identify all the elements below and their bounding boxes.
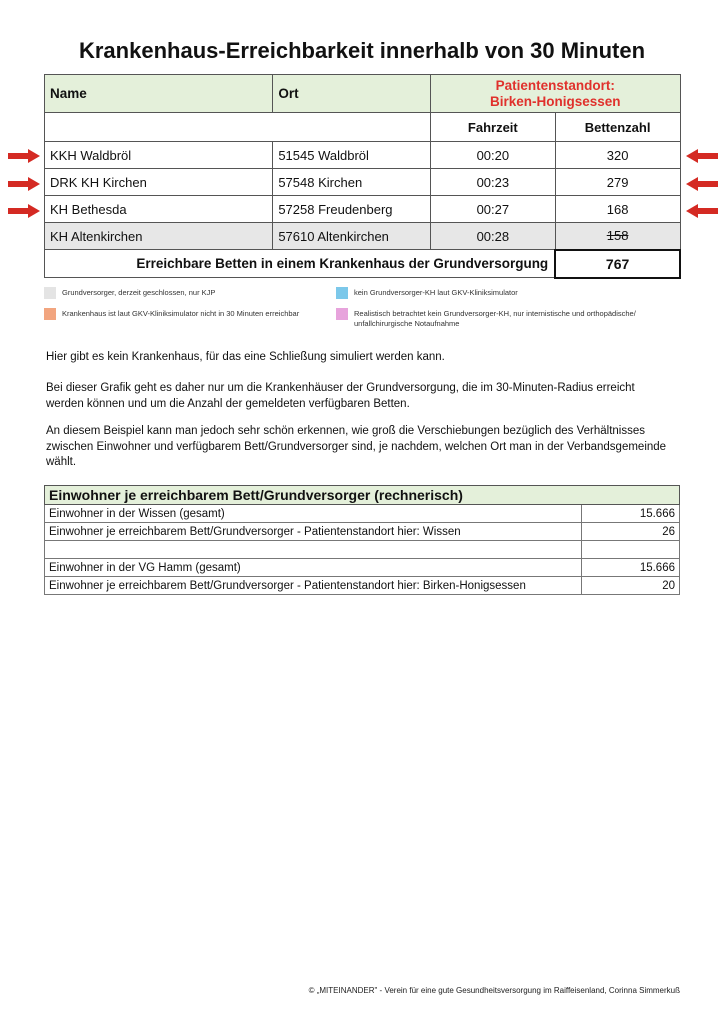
table-row — [45, 541, 680, 559]
hospital-table — [44, 74, 681, 279]
column-header-fahrzeit: Fahrzeit — [430, 113, 555, 142]
hospital-location: 57548 Kirchen — [273, 169, 431, 196]
hospital-name: KH Bethesda — [45, 196, 273, 223]
column-header-ort: Ort — [273, 75, 431, 113]
legend-swatch-orange — [44, 308, 56, 320]
table-header-row — [45, 75, 681, 113]
ratio-value: 15.666 — [582, 505, 680, 523]
bed-count-struck — [555, 223, 680, 250]
travel-time: 00:20 — [430, 142, 555, 169]
legend-text-pink-line1: Realistisch betrachtet kein Grundversorger-KH, nur internistische und orthopädische/ — [354, 309, 636, 318]
ratio-table-title: Einwohner je erreichbarem Bett/Grundversorger (rechnerisch) — [45, 486, 680, 505]
arrow-right-icon — [8, 177, 40, 191]
table-row — [45, 142, 681, 169]
legend-swatch-blue — [336, 287, 348, 299]
sum-value: 767 — [555, 250, 680, 278]
legend-swatch-grey — [44, 287, 56, 299]
paragraph-2: Bei dieser Grafik geht es daher nur um die Krankenhäuser der Grundversorgung, die im 30-Minuten-Radius erreicht werden können und um die Anzahl der gemeldeten verfügbaren Betten. — [46, 382, 635, 410]
ratio-value: 15.666 — [582, 559, 680, 577]
legend-text-grey: Grundversorger, derzeit geschlossen, nur KJP — [62, 288, 216, 297]
table-subheader-row — [45, 113, 681, 142]
patient-location-value: Birken-Honigsessen — [489, 93, 621, 109]
arrow-left-icon — [686, 177, 718, 191]
ratio-label — [45, 541, 582, 559]
struck-bed-count: 158 — [606, 228, 629, 244]
ratio-value: 20 — [582, 577, 680, 595]
travel-time: 00:27 — [430, 196, 555, 223]
ratio-table — [44, 485, 680, 595]
hospital-name: KKH Waldbröl — [45, 142, 273, 169]
patient-location-label: Patientenstandort: — [495, 77, 615, 93]
arrow-left-icon — [686, 149, 718, 163]
column-header-bettenzahl: Bettenzahl — [555, 113, 680, 142]
ratio-value — [582, 541, 680, 559]
column-header-name: Name — [45, 75, 273, 113]
column-header-patient-location — [430, 75, 680, 113]
travel-time: 00:28 — [430, 223, 555, 250]
hospital-location: 57258 Freudenberg — [273, 196, 431, 223]
page-title: Krankenhaus-Erreichbarkeit innerhalb von 30 Minuten — [78, 38, 646, 63]
legend-text-blue: kein Grundversorger-KH laut GKV-Kliniksimulator — [354, 288, 518, 297]
hospital-name: KH Altenkirchen — [45, 223, 273, 250]
subheader-empty — [45, 113, 431, 142]
paragraph-1: Hier gibt es kein Krankenhaus, für das eine Schließung simuliert werden kann. — [46, 351, 445, 363]
table-row — [45, 196, 681, 223]
footer-copyright: © „MITEINANDER" - Verein für eine gute Gesundheitsversorgung im Raiffeisenland, Corinna Simmerkuß — [308, 986, 680, 995]
legend-swatch-pink — [336, 308, 348, 320]
arrow-right-icon — [8, 204, 40, 218]
legend-text-orange: Krankenhaus ist laut GKV-Kliniksimulator nicht in 30 Minuten erreichbar — [62, 309, 300, 318]
table-row — [45, 577, 680, 595]
ratio-table-header — [45, 486, 680, 505]
ratio-label: Einwohner je erreichbarem Bett/Grundversorger - Patientenstandort hier: Birken-Honigsessen — [45, 577, 582, 595]
ratio-label: Einwohner je erreichbarem Bett/Grundversorger - Patientenstandort hier: Wissen — [45, 523, 582, 541]
legend-text-pink — [354, 309, 694, 329]
table-sum-row — [45, 250, 681, 278]
bed-count: 168 — [555, 196, 680, 223]
hospital-location: 51545 Waldbröl — [273, 142, 431, 169]
sum-label: Erreichbare Betten in einem Krankenhaus der Grundversorgung — [45, 250, 556, 278]
table-row — [45, 523, 680, 541]
bed-count: 320 — [555, 142, 680, 169]
hospital-name: DRK KH Kirchen — [45, 169, 273, 196]
ratio-value: 26 — [582, 523, 680, 541]
arrow-right-icon — [8, 149, 40, 163]
arrow-left-icon — [686, 204, 718, 218]
table-row-closed — [45, 223, 681, 250]
bed-count: 279 — [555, 169, 680, 196]
table-row — [45, 169, 681, 196]
legend-text-pink-line2: unfallchirurgische Notaufnahme — [354, 319, 460, 328]
table-row — [45, 505, 680, 523]
travel-time: 00:23 — [430, 169, 555, 196]
paragraph-3: An diesem Beispiel kann man jedoch sehr schön erkennen, wie groß die Verschiebungen bezüglich des Verhältnisses zwischen Einwohner und verfügbarem Bett/Grundversorger sind, je nachdem, welchen Ort man in der Verbandsgemeinde wählt. — [46, 425, 667, 468]
ratio-label: Einwohner in der VG Hamm (gesamt) — [45, 559, 582, 577]
table-row — [45, 559, 680, 577]
ratio-label: Einwohner in der Wissen (gesamt) — [45, 505, 582, 523]
hospital-location: 57610 Altenkirchen — [273, 223, 431, 250]
